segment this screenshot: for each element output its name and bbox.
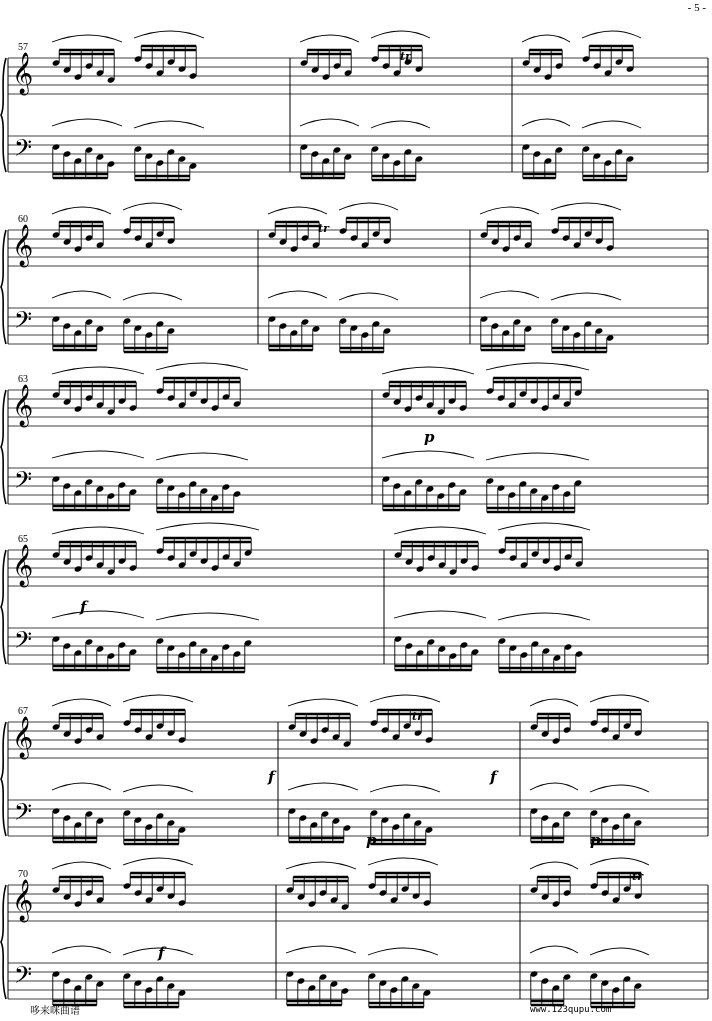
note-group [52,119,122,178]
note-group [52,291,111,350]
slur [371,31,430,38]
slur [370,785,440,792]
note-group [394,611,486,670]
slur [52,35,122,42]
system-2 [1,203,708,352]
slur [498,523,590,530]
slur [123,695,193,702]
slur [590,785,649,792]
treble-clef-icon: 𝄞 [12,717,34,757]
slur [268,207,327,214]
slur [339,203,398,210]
system-5 [1,695,708,849]
slur [522,35,570,42]
note-group [371,121,430,180]
slur [134,31,204,38]
note-group [52,451,144,510]
note-group [590,695,649,741]
brace-icon [1,390,6,504]
slur [52,527,144,534]
measure-number: 67 [18,706,28,717]
measure-number: 63 [18,374,28,385]
slur [480,207,539,214]
note-group [486,453,589,512]
dynamic-marking: f [490,768,497,786]
slur [590,948,649,955]
measure-number: 70 [18,869,28,880]
note-group [268,291,327,350]
slur [382,451,474,458]
note-group [582,121,641,180]
note-group [123,785,193,844]
note-group [288,783,358,842]
slur [286,862,356,869]
slur [156,453,248,460]
system-4 [1,523,708,672]
slur [551,293,621,300]
note-group [286,946,356,1005]
note-group [370,695,440,744]
slur [52,862,111,869]
slur [530,699,578,706]
note-group [370,785,440,844]
note-group [300,119,359,178]
brace-icon [1,230,6,344]
page-number: - 5 - [687,2,706,14]
measure-number: 65 [18,534,28,545]
slur [286,946,356,953]
slur [123,293,182,300]
note-group [156,613,259,672]
slur [52,783,111,790]
slur [498,613,590,620]
note-group [530,783,578,842]
slur [486,363,589,370]
note-group [156,453,248,512]
slur [52,451,144,458]
slur [288,699,358,706]
note-group [156,523,259,572]
dynamic-marking: p [366,831,377,849]
slur [268,291,327,298]
note-group [486,363,589,412]
slur [368,858,438,865]
footer-site: www.123qupu.com [530,1005,612,1015]
slur [52,946,111,953]
dynamic-marking: f [158,944,165,962]
note-group [368,858,438,907]
brace-icon [1,550,6,664]
note-group [134,121,204,180]
bass-clef-icon: 𝄢 [14,308,33,339]
note-group [134,31,204,80]
note-group [480,291,539,350]
slur [123,785,193,792]
treble-clef-icon: 𝄞 [12,880,34,920]
slur [52,291,111,298]
slur [134,121,204,128]
slur [522,119,570,126]
note-group [522,119,570,178]
note-group [498,523,590,572]
note-group [123,695,193,744]
system-6 [1,858,708,1007]
slur [339,293,398,300]
slur [590,858,649,865]
slur [530,946,578,953]
slur [123,203,182,210]
slur [394,527,486,534]
note-group [551,203,621,252]
slur [486,453,589,460]
slur [382,367,474,374]
dynamic-marking: p [590,831,601,849]
slur [551,203,621,210]
slur [52,119,122,126]
slur [590,695,649,702]
treble-clef-icon: 𝄞 [12,385,34,425]
bass-clef-icon: 𝄢 [14,963,33,994]
footer-credit: 哆来咪曲谱 [30,1006,80,1017]
slur [370,695,440,702]
trill-mark: tr [632,870,643,883]
bass-clef-icon: 𝄢 [14,800,33,831]
dynamic-marking: f [80,598,87,616]
treble-clef-icon: 𝄞 [12,225,34,265]
slur [156,523,259,530]
slur [288,783,358,790]
note-group [530,946,578,1005]
slur [394,611,486,618]
trill-mark: tr [400,50,411,63]
slur [52,367,144,374]
slur [582,31,641,38]
brace-icon [1,58,6,172]
trill-mark: tr [412,710,423,723]
note-group [582,31,641,77]
dynamic-marking: f [268,768,275,786]
slur [371,121,430,128]
measure-number: 60 [18,214,28,225]
note-group [339,203,398,249]
note-group [123,293,182,352]
note-group [123,203,182,249]
bass-clef-icon: 𝄢 [14,468,33,499]
slur [300,35,359,42]
brace-icon [1,885,6,999]
note-group [498,613,590,672]
slur [123,858,193,865]
note-group [52,783,111,842]
slur [156,613,259,620]
dynamic-marking: p [424,428,435,446]
slur [530,783,578,790]
trill-mark: tr [318,222,329,235]
slur [530,862,578,869]
treble-clef-icon: 𝄞 [12,53,34,93]
note-group [339,293,398,352]
brace-icon [1,722,6,836]
system-3 [1,363,708,512]
note-group [123,858,193,907]
slur [156,363,248,370]
bass-clef-icon: 𝄢 [14,136,33,167]
slur [52,699,111,706]
slur [368,948,438,955]
note-group [551,293,621,352]
bass-clef-icon: 𝄢 [14,628,33,659]
note-group [52,946,111,1005]
slur [52,207,111,214]
slur [480,291,539,298]
system-1 [1,31,708,180]
treble-clef-icon: 𝄞 [12,545,34,585]
slur [582,121,641,128]
slur [52,611,144,618]
note-group [368,948,438,1007]
note-group [590,948,649,1007]
note-group [156,363,248,412]
slur [300,119,359,126]
note-group [52,611,144,670]
systems-layer [1,31,708,1007]
note-group [382,451,474,510]
measure-number: 57 [18,42,28,53]
